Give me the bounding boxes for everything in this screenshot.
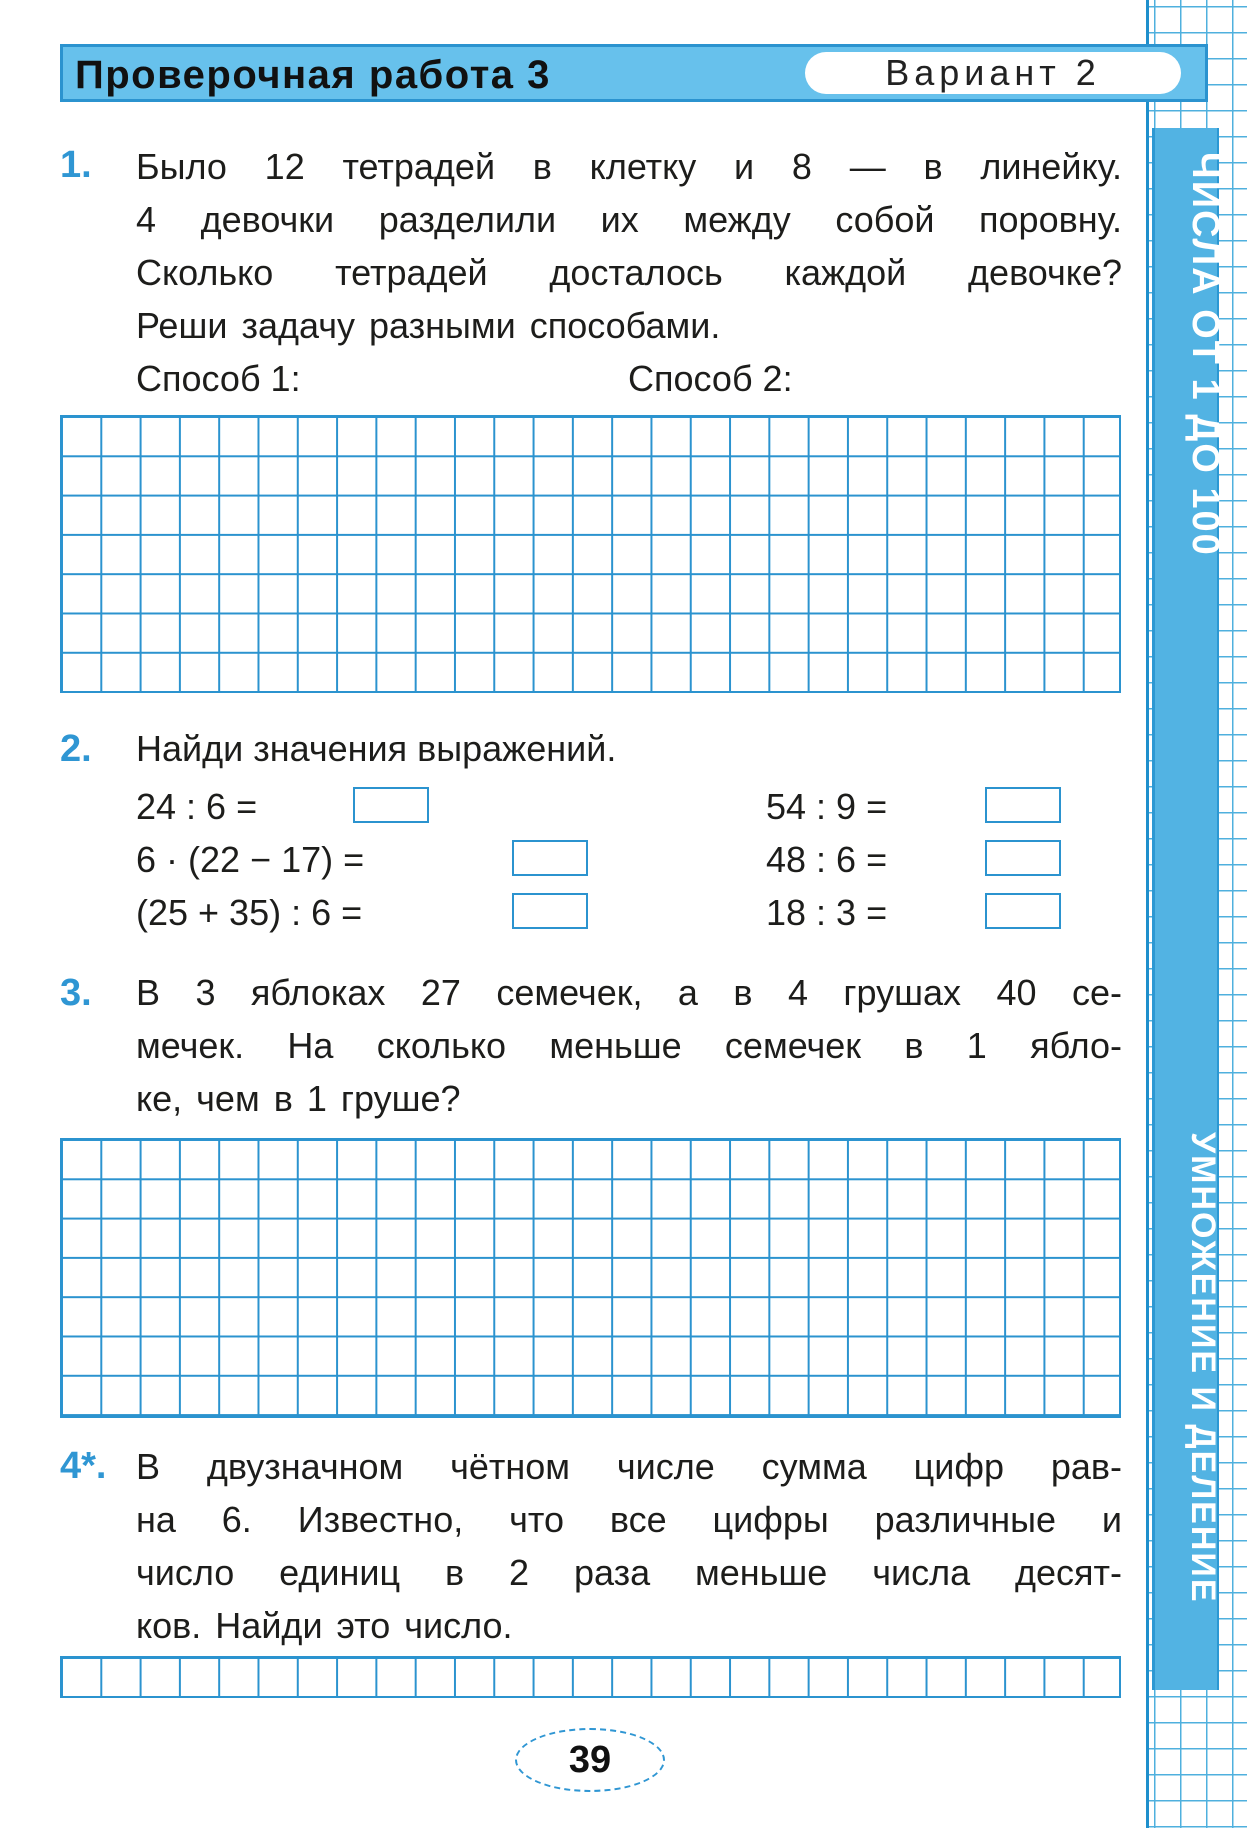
expression: 18 : 3 = bbox=[766, 892, 888, 933]
expression: (25 + 35) : 6 = bbox=[136, 892, 363, 933]
page-number: 39 bbox=[515, 1728, 665, 1792]
task-4-text bbox=[136, 1440, 1122, 1652]
task-3-line: ке, чем в 1 груше? bbox=[136, 1078, 461, 1119]
answer-box[interactable] bbox=[353, 787, 429, 823]
expression: 48 : 6 = bbox=[766, 839, 888, 880]
task-2-prompt: Найди значения выражений. bbox=[136, 728, 617, 769]
page-title: Проверочная работа 3 bbox=[75, 53, 551, 97]
task-1-text bbox=[136, 140, 1122, 352]
method-2-label: Способ 2: bbox=[628, 358, 793, 399]
header-bar bbox=[60, 44, 1208, 102]
side-topic-label: УМНОЖЕНИЕ И ДЕЛЕНИЕ bbox=[1184, 1132, 1222, 1604]
task-2-number: 2. bbox=[60, 728, 92, 770]
task-3-line: мечек. На сколько меньше семечек в 1 ябло- bbox=[136, 1025, 1122, 1066]
answer-box[interactable] bbox=[512, 893, 588, 929]
task-4-line: В двузначном чётном числе сумма цифр рав- bbox=[136, 1446, 1122, 1487]
task-1-line: Было 12 тетрадей в клетку и 8 — в линейку. bbox=[136, 146, 1122, 187]
task-3-answer-grid[interactable] bbox=[60, 1138, 1121, 1418]
task-1-answer-grid[interactable] bbox=[60, 415, 1121, 693]
side-section-label: ЧИСЛА ОТ 1 ДО 100 bbox=[1184, 152, 1226, 557]
task-3-text bbox=[136, 966, 1122, 1125]
variant-badge: Вариант 2 bbox=[805, 52, 1181, 94]
answer-box[interactable] bbox=[985, 893, 1061, 929]
task-4-line: ков. Найди это число. bbox=[136, 1605, 513, 1646]
task-1-line: 4 девочки разделили их между собой поровну. bbox=[136, 199, 1122, 240]
task-4-number: 4*. bbox=[60, 1445, 107, 1487]
answer-box[interactable] bbox=[512, 840, 588, 876]
method-1-label: Способ 1: bbox=[136, 358, 301, 399]
answer-box[interactable] bbox=[985, 787, 1061, 823]
task-1-line: Сколько тетрадей досталось каждой девочке? bbox=[136, 252, 1122, 293]
task-4-answer-strip[interactable] bbox=[60, 1656, 1121, 1698]
expression: 54 : 9 = bbox=[766, 786, 888, 827]
expression: 24 : 6 = bbox=[136, 786, 258, 827]
task-3-number: 3. bbox=[60, 972, 92, 1014]
task-3-line: В 3 яблоках 27 семечек, а в 4 грушах 40 се- bbox=[136, 972, 1122, 1013]
expression: 6 · (22 − 17) = bbox=[136, 839, 365, 880]
task-4-line: на 6. Известно, что все цифры различные и bbox=[136, 1499, 1122, 1540]
answer-box[interactable] bbox=[985, 840, 1061, 876]
task-1-line: Реши задачу разными способами. bbox=[136, 305, 721, 346]
task-1-number: 1. bbox=[60, 144, 92, 186]
task-4-line: число единиц в 2 раза меньше числа десят- bbox=[136, 1552, 1122, 1593]
